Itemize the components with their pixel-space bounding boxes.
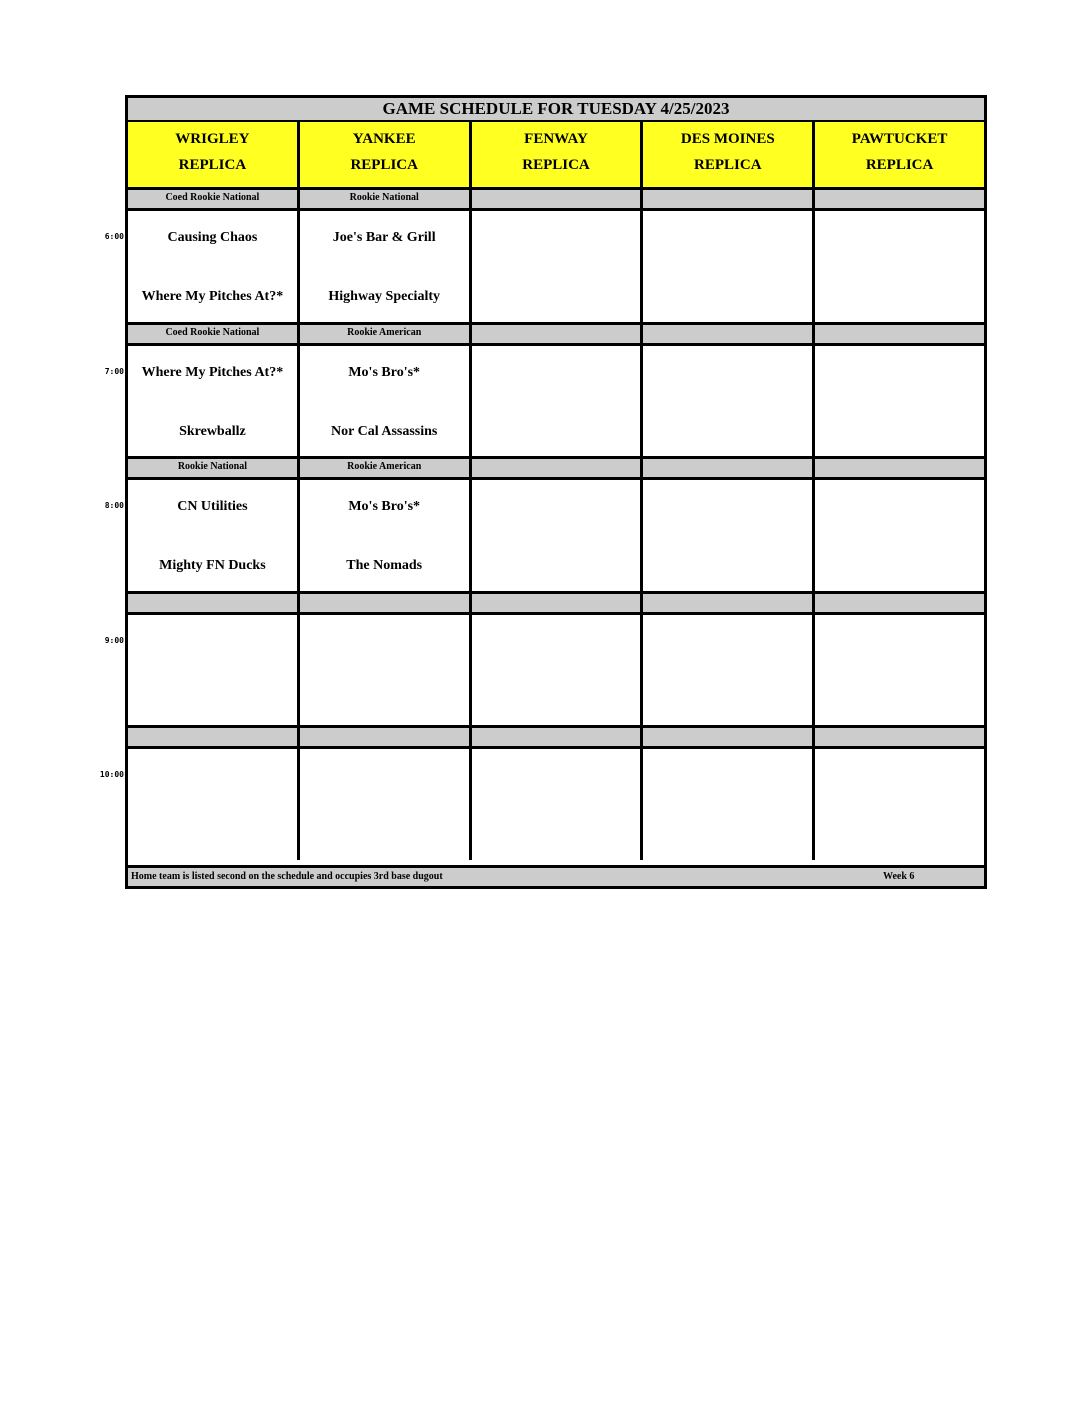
division-label: Coed Rookie National — [128, 190, 300, 208]
field-subtitle: REPLICA — [865, 157, 934, 173]
field-name: YANKEE — [352, 131, 416, 147]
division-label — [815, 190, 984, 208]
field-header-wrigley — [128, 122, 300, 190]
time-label-2: 7:00 — [104, 367, 124, 376]
division-label: Rookie American — [300, 459, 472, 477]
schedule-footer — [128, 865, 984, 886]
game-cell — [128, 615, 300, 726]
time-slot — [128, 725, 984, 860]
division-label — [128, 728, 300, 746]
game-cell — [815, 480, 984, 591]
away-team: Joe's Bar & Grill — [332, 230, 436, 245]
away-team: CN Utilities — [177, 499, 248, 514]
division-label — [815, 594, 984, 612]
division-row — [128, 591, 984, 615]
division-label — [300, 594, 472, 612]
home-team: Where My Pitches At?* — [141, 289, 284, 304]
game-cell — [643, 346, 815, 457]
away-team: Mo's Bro's* — [348, 499, 421, 514]
home-team: Nor Cal Assassins — [331, 424, 438, 439]
division-label — [815, 325, 984, 343]
schedule-title: GAME SCHEDULE FOR TUESDAY 4/25/2023 — [128, 98, 984, 122]
game-cell — [128, 480, 300, 591]
game-cell — [643, 211, 815, 322]
division-label — [472, 325, 644, 343]
field-name: FENWAY — [524, 131, 588, 147]
game-row — [128, 749, 984, 860]
division-row — [128, 725, 984, 749]
game-cell — [643, 480, 815, 591]
game-cell — [128, 749, 300, 860]
division-label — [472, 459, 644, 477]
field-header-pawtucket — [815, 122, 984, 190]
time-slot — [128, 322, 984, 457]
time-slot — [128, 456, 984, 591]
game-cell — [472, 346, 644, 457]
game-cell — [643, 749, 815, 860]
week-label: Week 6 — [883, 871, 915, 882]
division-label — [643, 190, 815, 208]
field-name: DES MOINES — [680, 131, 775, 147]
time-label-1: 6:00 — [104, 232, 124, 241]
game-cell — [300, 749, 472, 860]
division-label — [643, 728, 815, 746]
away-team: Causing Chaos — [167, 230, 258, 245]
field-subtitle: REPLICA — [178, 157, 247, 173]
field-header-row — [128, 122, 984, 190]
division-row — [128, 456, 984, 480]
game-cell — [472, 749, 644, 860]
schedule-sheet — [125, 95, 987, 889]
game-row — [128, 211, 984, 322]
field-header-fenway — [472, 122, 644, 190]
game-cell — [815, 346, 984, 457]
field-subtitle: REPLICA — [694, 157, 762, 173]
game-cell — [300, 346, 472, 457]
time-label-4: 9:00 — [104, 636, 124, 645]
field-header-yankee — [300, 122, 472, 190]
game-row — [128, 615, 984, 726]
division-label — [300, 728, 472, 746]
division-label — [472, 728, 644, 746]
away-team: Where My Pitches At?* — [141, 365, 284, 380]
game-cell — [300, 211, 472, 322]
division-row — [128, 322, 984, 346]
home-team: Mighty FN Ducks — [159, 558, 266, 573]
game-cell — [128, 346, 300, 457]
time-slot — [128, 591, 984, 726]
field-header-des-moines — [643, 122, 815, 190]
game-cell — [643, 615, 815, 726]
division-label — [815, 728, 984, 746]
division-label: Coed Rookie National — [128, 325, 300, 343]
division-label — [128, 594, 300, 612]
home-team: Skrewballz — [179, 424, 246, 439]
home-team: Highway Specialty — [328, 289, 440, 304]
division-row — [128, 187, 984, 211]
division-label — [643, 325, 815, 343]
time-label-5: 10:00 — [99, 770, 124, 779]
game-cell — [300, 480, 472, 591]
time-slot — [128, 187, 984, 322]
division-label — [815, 459, 984, 477]
game-cell — [472, 615, 644, 726]
field-name: WRIGLEY — [175, 131, 250, 147]
game-row — [128, 346, 984, 457]
game-cell — [472, 211, 644, 322]
home-team: The Nomads — [346, 558, 423, 573]
game-cell — [472, 480, 644, 591]
game-cell — [300, 615, 472, 726]
division-label — [472, 594, 644, 612]
game-cell — [815, 211, 984, 322]
time-label-3: 8:00 — [104, 501, 124, 510]
game-cell — [815, 749, 984, 860]
division-label: Rookie National — [128, 459, 300, 477]
division-label: Rookie National — [300, 190, 472, 208]
field-name: PAWTUCKET — [851, 131, 948, 147]
game-row — [128, 480, 984, 591]
field-subtitle: REPLICA — [522, 157, 590, 173]
division-label: Rookie American — [300, 325, 472, 343]
away-team: Mo's Bro's* — [348, 365, 421, 380]
field-subtitle: REPLICA — [350, 157, 418, 173]
home-team-note: Home team is listed second on the schedule and occupies 3rd base dugout — [131, 871, 443, 882]
division-label — [472, 190, 644, 208]
game-cell — [128, 211, 300, 322]
division-label — [643, 594, 815, 612]
division-label — [643, 459, 815, 477]
game-cell — [815, 615, 984, 726]
